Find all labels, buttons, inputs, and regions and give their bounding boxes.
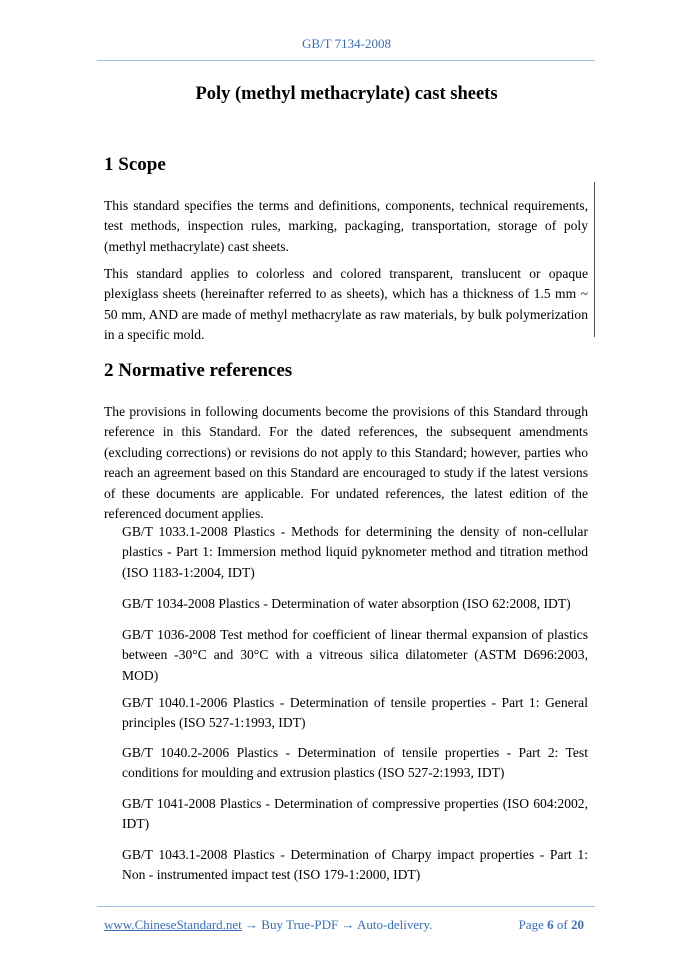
section-heading-scope: 1 Scope [104,154,166,175]
page-of-label: of [556,917,568,932]
arrow-icon: → [245,917,259,932]
header-divider [97,60,595,61]
reference-item: GB/T 1034-2008 Plastics - Determination of water absorption (ISO 62:2008, IDT) [122,596,571,611]
normative-intro-paragraph: The provisions in following documents become the provisions of this Standard through reference in this Standard. For the dated references, the subsequent amendments (excluding corrections) or revisions do not apply to this Standard; however, parties who reach an agreement based on this Standard are encouraged to study if the latest versions of these documents are applicable. For undated references, the latest edition of the referenced document applies. [104,404,588,522]
reference-item: GB/T 1040.1-2006 Plastics - Determination of tensile properties - Part 1: General principles (ISO 527-1:1993, IDT) [122,695,588,731]
reference-item: GB/T 1033.1-2008 Plastics - Methods for determining the density of non-cellular plastics - Part 1: Immersion method liquid pyknometer method and titration method (ISO 1183-1:2004, IDT) [122,524,588,580]
reference-item: GB/T 1036-2008 Test method for coefficient of linear thermal expansion of plastics between -30°C and 30°C with a vitreous silica dilatometer (ASTM D696:2003, MOD) [122,627,588,683]
auto-delivery-text: Auto-delivery. [357,917,433,932]
page-label: Page [518,917,544,932]
page-current: 6 [547,917,554,932]
section-heading-normative-references: 2 Normative references [104,360,293,381]
reference-item: GB/T 1043.1-2008 Plastics - Determination of Charpy impact properties - Part 1: Non - instrumented impact test (ISO 179-1:2000, IDT) [122,847,588,883]
header-standard-code: GB/T 7134-2008 [302,36,391,51]
document-title: Poly (methyl methacrylate) cast sheets [195,84,498,104]
scope-paragraph-2: This standard applies to colorless and colored transparent, translucent or opaque plexiglass sheets (hereinafter referred to as sheets), which has a thickness of 1.5 mm ~ 50 mm, AND are made of methyl methacrylate as raw materials, by bulk polymerization in a specific mold. [104,266,588,343]
buy-true-pdf-text: Buy True-PDF [261,917,339,932]
page-indicator [519,917,584,933]
page-total: 20 [571,917,584,932]
reference-item: GB/T 1040.2-2006 Plastics - Determination of tensile properties - Part 2: Test conditions for moulding and extrusion plastics (ISO 527-2:1993, IDT) [122,745,588,781]
footer-divider [97,906,595,907]
site-link[interactable]: www.ChineseStandard.net [104,917,242,932]
scope-paragraph-1: This standard specifies the terms and definitions, components, technical requirements, test methods, inspection rules, marking, packaging, transportation, storage of poly (methyl methacrylate) cast sheets. [104,198,588,254]
reference-item: GB/T 1041-2008 Plastics - Determination of compressive properties (ISO 604:2002, IDT) [122,796,588,832]
arrow-icon: → [341,917,355,932]
footer [104,917,588,933]
revision-bar [594,182,595,337]
